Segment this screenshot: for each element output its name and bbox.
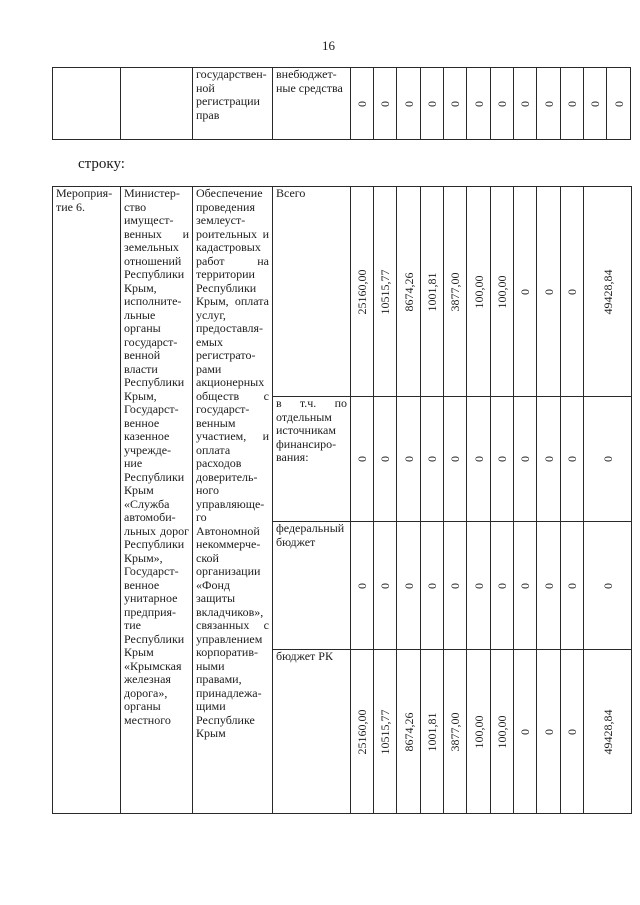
value-cell	[421, 522, 444, 650]
value-cell	[374, 187, 397, 397]
value-text: 0	[495, 100, 509, 107]
caption-text: строку:	[78, 156, 125, 172]
value-text: 0	[495, 582, 509, 589]
value-cell	[444, 187, 467, 397]
value-cell	[374, 522, 397, 650]
value-text: 3877,00	[448, 272, 462, 311]
value-text: 0	[425, 456, 439, 462]
value-cell	[421, 397, 444, 522]
value-text: 10515,77	[378, 269, 392, 314]
value-cell	[444, 522, 467, 650]
value-text: 49428,84	[600, 269, 615, 314]
value-text: 100,00	[471, 275, 486, 308]
total-cell	[584, 650, 632, 814]
value-cell	[491, 397, 514, 522]
value-text: 0	[378, 456, 392, 462]
value-cell	[421, 187, 444, 397]
value-cell	[514, 187, 537, 397]
value-text: 0	[565, 100, 579, 107]
value-text: 0	[541, 728, 556, 735]
value-text: 0	[355, 100, 369, 107]
value-text: 0	[541, 288, 556, 295]
value-cell	[467, 397, 491, 522]
value-cell	[467, 187, 491, 397]
value-text: 8674,26	[401, 712, 416, 751]
value-text: 0	[425, 582, 439, 589]
value-cell	[467, 650, 491, 814]
value-cell	[444, 650, 467, 814]
value-cell	[607, 68, 631, 140]
value-text: 49428,84	[600, 709, 615, 754]
executors-cell: Министер-ство имущест-венных и земельных отношений Республики Крым, исполните-льные органы государст-венной власти Республики Крым, Государст-венное казенное учрежде-ние Республики Крым «Служба автомоби-льных дорог Республики Крым», Государст-венное унитарное предприя-тие Республики Крым «Крымская железная дорога», органы местного	[121, 187, 193, 814]
value-text: 0	[495, 456, 509, 462]
value-text: 1001,81	[425, 712, 439, 751]
table-row	[53, 68, 631, 140]
value-text: 0	[518, 582, 532, 589]
value-text: 0	[518, 728, 532, 735]
value-cell	[444, 68, 467, 140]
description-cell: Обеспечение проведения землеуст-роительных и кадастровых работ на территории Республики Крым, оплата услуг, предоставля-емых регистрато-рами акционерных обществ с государст-венным участием, и оплата расходов доверитель-ного управляюще-го Автономной некоммерче-ской организации «Фонд защиты вкладчиков», связанных с управлением корпоратив-ными правами, принадлежа-щими Республике Крым	[193, 187, 273, 814]
value-cell	[397, 650, 421, 814]
value-cell	[397, 397, 421, 522]
value-text: 0	[565, 582, 579, 589]
value-cell	[421, 650, 444, 814]
value-text: 0	[355, 456, 369, 462]
value-text: 0	[471, 582, 486, 589]
value-text: 0	[425, 100, 439, 107]
measure-name-cell: Мероприя-тие 6.	[53, 187, 121, 814]
value-text: 0	[471, 456, 486, 462]
value-cell	[561, 397, 584, 522]
value-text: 0	[565, 456, 579, 462]
total-cell	[584, 397, 632, 522]
funding-source-cell: федеральный бюджет	[273, 522, 351, 650]
value-text: 25160,00	[355, 269, 369, 314]
value-text: 0	[401, 456, 416, 462]
value-text: 0	[541, 456, 556, 462]
value-cell	[561, 187, 584, 397]
value-text: 0	[611, 100, 626, 107]
value-cell	[561, 650, 584, 814]
value-cell	[351, 187, 374, 397]
empty-cell	[53, 68, 121, 140]
value-cell	[491, 650, 514, 814]
value-text: 0	[355, 582, 369, 589]
value-cell	[514, 68, 537, 140]
value-cell	[514, 397, 537, 522]
value-cell	[397, 68, 421, 140]
value-text: 0	[565, 288, 579, 295]
page-number: 16	[322, 38, 335, 53]
value-cell	[491, 187, 514, 397]
value-cell	[537, 187, 561, 397]
value-text: 100,00	[495, 715, 509, 748]
funding-source-cell: в т.ч. по отдельным источникам финансиро-вания:	[273, 397, 351, 522]
value-text: 0	[588, 100, 602, 107]
value-text: 0	[448, 582, 462, 589]
value-cell	[514, 522, 537, 650]
value-cell	[537, 522, 561, 650]
value-cell	[537, 650, 561, 814]
value-text: 0	[518, 456, 532, 462]
value-cell	[374, 650, 397, 814]
value-cell	[397, 187, 421, 397]
funding-table	[52, 186, 632, 814]
value-cell	[467, 68, 491, 140]
value-cell	[444, 397, 467, 522]
value-text: 0	[565, 728, 579, 735]
value-text: 0	[448, 100, 462, 107]
value-text: 100,00	[471, 715, 486, 748]
value-cell	[514, 650, 537, 814]
funding-source-cell: бюджет РК	[273, 650, 351, 814]
value-cell	[374, 68, 397, 140]
value-text: 0	[541, 100, 556, 107]
value-cell	[584, 68, 607, 140]
value-cell	[351, 522, 374, 650]
value-text: 3877,00	[448, 712, 462, 751]
table-row	[53, 187, 632, 397]
value-cell	[561, 68, 584, 140]
value-text: 0	[401, 100, 416, 107]
value-text: 25160,00	[355, 709, 369, 754]
value-text: 0	[541, 582, 556, 589]
value-text: 0	[600, 456, 615, 462]
value-cell	[351, 650, 374, 814]
value-text: 0	[378, 100, 392, 107]
value-text: 8674,26	[401, 272, 416, 311]
value-cell	[351, 397, 374, 522]
value-cell	[421, 68, 444, 140]
value-text: 0	[401, 582, 416, 589]
value-cell	[491, 68, 514, 140]
value-text: 0	[518, 100, 532, 107]
value-cell	[537, 68, 561, 140]
value-text: 0	[518, 288, 532, 295]
value-text: 0	[378, 582, 392, 589]
value-cell	[491, 522, 514, 650]
funding-source-cell: Всего	[273, 187, 351, 397]
empty-cell	[121, 68, 193, 140]
value-cell	[467, 522, 491, 650]
total-cell	[584, 187, 632, 397]
value-cell	[374, 397, 397, 522]
value-text: 0	[448, 456, 462, 462]
continuation-table	[52, 67, 631, 140]
value-cell	[561, 522, 584, 650]
total-cell	[584, 522, 632, 650]
value-cell	[351, 68, 374, 140]
value-cell	[537, 397, 561, 522]
value-cell	[397, 522, 421, 650]
value-text: 0	[600, 582, 615, 589]
value-text: 0	[471, 100, 486, 107]
description-cell: государствен-ной регистрации прав	[193, 68, 273, 140]
funding-source-cell: внебюджет-ные средства	[273, 68, 351, 140]
value-text: 10515,77	[378, 709, 392, 754]
value-text: 100,00	[495, 275, 509, 308]
value-text: 1001,81	[425, 272, 439, 311]
